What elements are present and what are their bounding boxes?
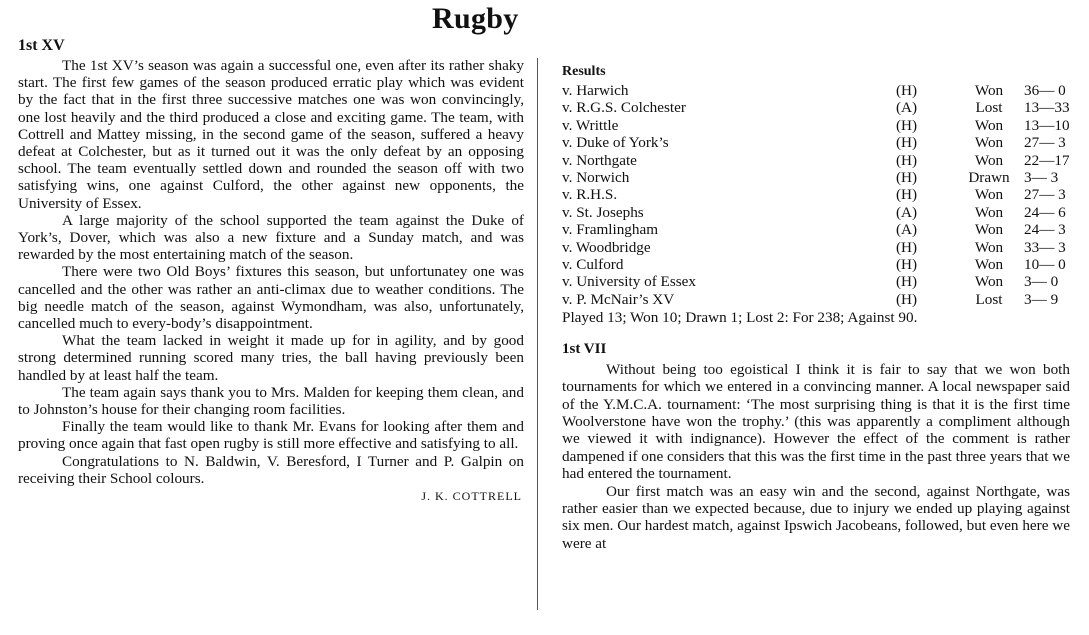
result-venue: (H) xyxy=(896,82,918,99)
result-outcome: Won xyxy=(974,134,1004,152)
result-opponent: v. University of Essex xyxy=(562,273,696,291)
results-row xyxy=(562,239,1070,256)
results-row xyxy=(562,186,1070,203)
result-opponent: v. Culford xyxy=(562,256,624,274)
results-row xyxy=(562,169,1070,186)
result-opponent: v. Norwich xyxy=(562,169,630,187)
first-xv-heading: 1st XV xyxy=(18,37,65,54)
results-row xyxy=(562,117,1070,134)
result-opponent: v. Framlingham xyxy=(562,221,659,239)
result-venue: (H) xyxy=(896,290,918,308)
results-summary: Played 13; Won 10; Drawn 1; Lost 2: For 238; Against 90. xyxy=(562,309,918,327)
result-outcome: Won xyxy=(974,256,1004,274)
results-table xyxy=(562,82,1070,308)
result-outcome: Won xyxy=(974,151,1004,169)
result-outcome: Won xyxy=(974,82,1004,99)
result-outcome: Drawn xyxy=(968,169,1010,187)
result-score: 3— 3 xyxy=(1024,169,1059,187)
result-outcome: Won xyxy=(974,116,1004,134)
first-xv-paragraph: A large majority of the school supported the team against the Duke of York’s, Dover, which was also a new fixture and a Sunday match, and was rewarded by the most entertaining match of the season. xyxy=(18,211,524,264)
results-row xyxy=(562,152,1070,169)
results-row xyxy=(562,204,1070,221)
result-venue: (H) xyxy=(896,238,918,256)
result-opponent: v. P. McNair’s XV xyxy=(562,290,675,308)
result-score: 33— 3 xyxy=(1024,238,1066,256)
results-row xyxy=(562,221,1070,238)
result-opponent: v. R.G.S. Colchester xyxy=(562,99,686,117)
result-venue: (H) xyxy=(896,273,918,291)
result-outcome: Won xyxy=(974,273,1004,291)
result-outcome: Won xyxy=(974,221,1004,239)
result-outcome: Lost xyxy=(975,99,1003,117)
first-xv-paragraph: The team again says thank you to Mrs. Malden for keeping them clean, and to Johnston’s house for their changing room facilities. xyxy=(18,383,524,419)
first-xv-article xyxy=(18,37,524,504)
result-score: 24— 6 xyxy=(1024,203,1066,221)
column-divider xyxy=(537,58,538,610)
author-signature: J. K. COTTRELL xyxy=(421,489,522,504)
first-vii-paragraph: Without being too egoistical I think it is fair to say that we won both tournaments for which we entered in a convincing manner. A local newspaper said of the Y.M.C.A. tournament: ‘The most surprising thing is that it is the first time Woolverstone have won the trophy.’ (this was apparently a compliment although we viewed it with indignance). However the effect of the comment is rather dampened if one considers that this was the first time in the past three years that we had entered the tournament. xyxy=(562,360,1070,483)
result-venue: (H) xyxy=(896,169,918,187)
first-xv-paragraph: The 1st XV’s season was again a successful one, even after its rather shaky start. The first few games of the season produced erratic play which was evident by the fact that in the first three successive matches one was won convincingly, one lost heavily and the third produced a close and exciting game. The team, with Cottrell and Mattey missing, in the second game of the season, suffered a heavy defeat at Colchester, but as it turned out it was the only defeat by an opposing school. The team eventually settled down and rounded the season off with two satisfying wins, one against Culford, the other against new opponents, the University of Essex. xyxy=(18,57,524,212)
result-venue: (H) xyxy=(896,256,918,274)
result-opponent: v. St. Josephs xyxy=(562,203,644,221)
result-outcome: Lost xyxy=(975,290,1003,308)
first-vii-heading: 1st VII xyxy=(562,340,607,357)
result-venue: (H) xyxy=(896,186,918,204)
result-score: 13—10 xyxy=(1024,116,1070,134)
result-venue: (H) xyxy=(896,116,918,134)
result-venue: (A) xyxy=(896,203,918,221)
result-outcome: Won xyxy=(974,203,1004,221)
result-score: 24— 3 xyxy=(1024,221,1066,239)
result-score: 27— 3 xyxy=(1024,186,1066,204)
result-venue: (A) xyxy=(896,99,918,117)
result-venue: (A) xyxy=(896,221,918,239)
result-opponent: v. Writtle xyxy=(562,116,619,134)
first-xv-paragraph: There were two Old Boys’ fixtures this season, but unfortunatey one was cancelled and the other was rather an anti-climax due to weather conditions. The big needle match of the season, against Wymondham, was also, unfortunately, cancelled much to every-body’s disappointment. xyxy=(18,263,524,333)
results-row xyxy=(562,82,1070,99)
result-score: 10— 0 xyxy=(1024,256,1066,274)
result-score: 22—17 xyxy=(1024,151,1070,169)
first-xv-paragraph: What the team lacked in weight it made up for in agility, and by good strong determined running scored many tries, the ball having previously been handled by at least half the team. xyxy=(18,332,524,384)
results-row xyxy=(562,134,1070,151)
result-score: 3— 9 xyxy=(1024,290,1059,308)
results-and-vii xyxy=(562,64,1070,552)
results-row xyxy=(562,256,1070,273)
results-row xyxy=(562,291,1070,308)
result-opponent: v. Woodbridge xyxy=(562,238,651,256)
result-outcome: Won xyxy=(974,238,1004,256)
results-row xyxy=(562,273,1070,290)
result-score: 27— 3 xyxy=(1024,134,1066,152)
first-vii-paragraph: Our first match was an easy win and the second, against Northgate, was rather easier than we expected because, due to injury we ended up playing against six men. Our hardest match, against Ipswich Jacobeans, followed, but even here we were at xyxy=(562,482,1070,552)
first-xv-paragraph: Congratulations to N. Baldwin, V. Beresford, I Turner and P. Galpin on receiving their School colours. xyxy=(18,452,524,487)
result-opponent: v. Harwich xyxy=(562,82,629,99)
page-title: Rugby xyxy=(432,2,519,35)
result-score: 3— 0 xyxy=(1024,273,1059,291)
result-opponent: v. R.H.S. xyxy=(562,186,618,204)
results-row xyxy=(562,99,1070,116)
result-opponent: v. Northgate xyxy=(562,151,637,169)
result-score: 13—33 xyxy=(1024,99,1070,117)
result-outcome: Won xyxy=(974,186,1004,204)
result-venue: (H) xyxy=(896,134,918,152)
result-opponent: v. Duke of York’s xyxy=(562,134,669,152)
result-score: 36— 0 xyxy=(1024,82,1066,99)
results-heading: Results xyxy=(562,64,606,79)
result-venue: (H) xyxy=(896,151,918,169)
first-xv-paragraph: Finally the team would like to thank Mr. Evans for looking after them and proving once again that fast open rugby is still more effective and satisfying to all. xyxy=(18,418,524,453)
